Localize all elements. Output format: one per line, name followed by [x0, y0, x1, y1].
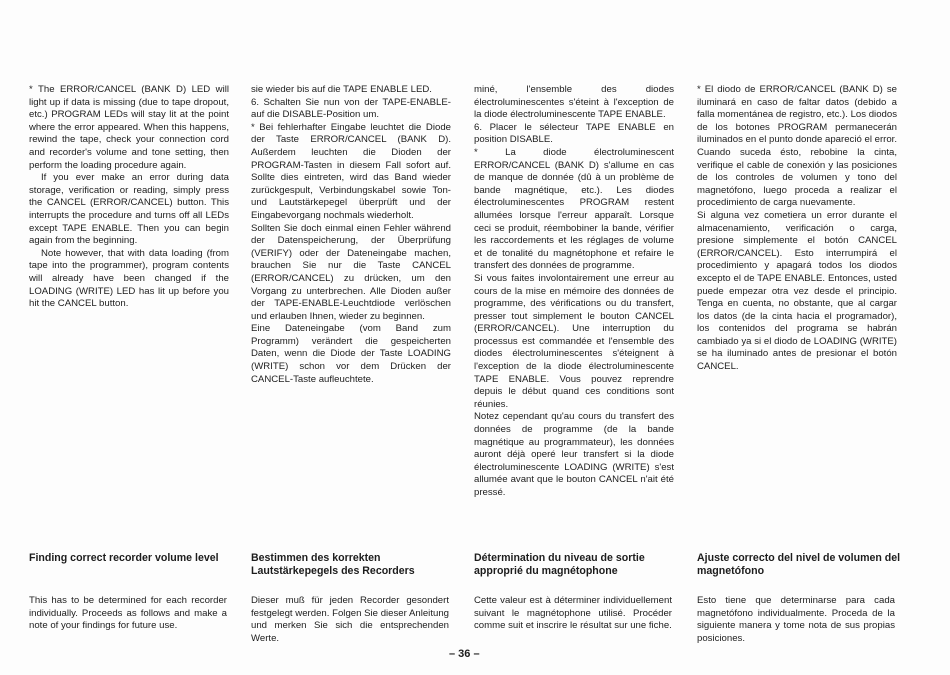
- french-paragraph-5: Notez cependant qu'au cours du transfert des données de programme (de la bande magnétique au programmateur), les données auront déjà operé leur transfert si la diode électroluminescente LOADING (WRITE) s'est allumée avant que le bouton CANCEL n'ait été pressé.: [474, 411, 674, 498]
- german-paragraph-1: sie wieder bis auf die TAPE ENABLE LED.: [251, 84, 432, 95]
- spanish-section-body: Esto tiene que determinarse para cada magnetófono individualmente. Proceda de la siguiente manera y tome nota de sus propias posiciones.: [697, 595, 895, 644]
- english-paragraph-2: If you ever make an error during data storage, verification or reading, simply press the CANCEL (ERROR/CANCEL) button. This interrupts the procedure and turns off all LEDs except TAPE ENABLE. Then you can begin again from the beginning.: [29, 172, 229, 247]
- spanish-section-heading: Ajuste correcto del nivel de volumen del magnetófono: [697, 552, 901, 577]
- french-paragraph-4: Si vous faites involontairement une erreur au cours de la mise en mémoire des données de programme, des vérifications ou du transfert, presser tout simplement le bouton CANCEL (ERROR/CANCEL). Une interruption du processus est commandée et l'ensemble des diodes électroluminescentes s'éteignent à l'exception de la diode électroluminescente TAPE ENABLE. Vous pouvez reprendre depuis le début quand ces conditions sont réunies.: [474, 272, 674, 410]
- french-section-heading: Détermination du niveau de sortie approprié du magnétophone: [474, 552, 645, 577]
- french-column: [474, 84, 674, 500]
- french-paragraph-3: * La diode électroluminescent ERROR/CANCEL (BANK D) s'allume en cas de manque de donnée (dû à un problème de bande magnétique, etc.). Les diodes électroluminescentes PROGRAM restent allumées lorsque l'erreur apparaît. Lorsque ceci se produit, réembobiner la bande, vérifier les raccordements et les réglages de volume et de tonalité du magnétophone et refaire le transfert des données de programme.: [474, 146, 674, 272]
- german-section-heading: Bestimmen des korrekten Lautstärkepegels des Recorders: [251, 552, 415, 577]
- page-number: – 36 –: [449, 648, 480, 660]
- english-paragraph-3: Note however, that with data loading (from tape into the programmer), program contents will already have been changed if the LOADING (WRITE) LED has lit up before you hit the CANCEL button.: [29, 247, 229, 310]
- german-section-body: Dieser muß für jeden Recorder gesondert festgelegt werden. Folgen Sie dieser Anleitung und merken Sie sich die entsprechenden Werte.: [251, 595, 449, 644]
- german-paragraph-5: Eine Dateneingabe (vom Band zum Programm) verändert die gespeicherten Daten, wenn die Diode der Taste LOADING (WRITE) schon vor dem Drücken der CANCEL-Taste aufleuchtete.: [251, 323, 451, 385]
- english-section-heading: Finding correct recorder volume level: [29, 552, 219, 564]
- english-paragraph-1: * The ERROR/CANCEL (BANK D) LED will light up if data is missing (due to tape dropout, etc.) PROGRAM LEDs will stay lit at the point where the error appeared. When this happens, rewind the tape, check your connection cord and recorder's volume and tone setting, then perform the loading procedure again.: [29, 84, 229, 171]
- spanish-paragraph-1: * El diodo de ERROR/CANCEL (BANK D) se iluminará en caso de faltar datos (debido a falla momentánea de registro, etc.). Los diodos de los botones PROGRAM permanecerán iluminados en el punto donde apareció el error. Cuando suceda ésto, rebobine la cinta, verifique el cable de conexión y las posiciones de los controles de volumen y tono del magnetófono, luego proceda a realizar el procedimiento de carga nuevamente.: [697, 84, 898, 209]
- german-paragraph-4: Sollten Sie doch einmal einen Fehler während der Datenspeicherung, der Überprüfung (VERIFY) oder der Dateneingabe machen, brauchen Sie nur die Taste CANCEL (ERROR/CANCEL) zu drücken, um den Vorgang zu unterbrechen. Alle Dioden außer der TAPE-ENABLE-Leuchtdiode verlöschen und erlauben Ihnen, wieder zu beginnen.: [251, 222, 451, 322]
- english-column: [29, 84, 229, 311]
- spanish-paragraph-2: Si alguna vez cometiera un error durante el almacenamiento, verificación o carga, presione simplemente el botón CANCEL (ERROR/CANCEL). Esto interrumpirá el procedimiento y apagará todos los diodos excepto el de TAPE ENABLE. Entonces, usted puede empezar otra vez desde el principio. Tenga en cuenta, no obstante, que al cargar los datos (de la cinta hacia el programador), los contenidos del programa se habrán cambiado ya si el diodo de LOADING (WRITE) se ha iluminado antes de presionar el botón CANCEL.: [697, 209, 897, 373]
- german-paragraph-3: * Bei fehlerhafter Eingabe leuchtet die Diode der Taste ERROR/CANCEL (BANK D). Außerdem leuchten die Dioden der PROGRAM-Tasten in diesem Fall sofort auf. Sollte dies eintreten, wird das Band wieder zurückgespult, Verbindungskabel sowie Ton- und Lautstärkepegel überprüft und der Eingabevorgang nochmals wiederholt.: [251, 121, 451, 221]
- spanish-column: [697, 84, 897, 374]
- german-column: [251, 84, 451, 386]
- english-section-body: This has to be determined for each recorder individually. Proceeds as follows and make a note of your findings for future use.: [29, 595, 227, 632]
- german-paragraph-2: 6. Schalten Sie nun von der TAPE-ENABLE- auf die DISABLE-Position um.: [251, 96, 451, 121]
- french-section-body: Cette valeur est à déterminer individuellement suivant le magnétophone utilisé. Procéder comme suit et inscrire le résultat sur une fiche.: [474, 595, 672, 632]
- french-paragraph-2: 6. Placer le sélecteur TAPE ENABLE en position DISABLE.: [474, 121, 674, 146]
- french-paragraph-1: miné, l'ensemble des diodes électroluminescentes s'éteint à l'exception de la diode électroluminescente TAPE ENABLE.: [474, 84, 674, 121]
